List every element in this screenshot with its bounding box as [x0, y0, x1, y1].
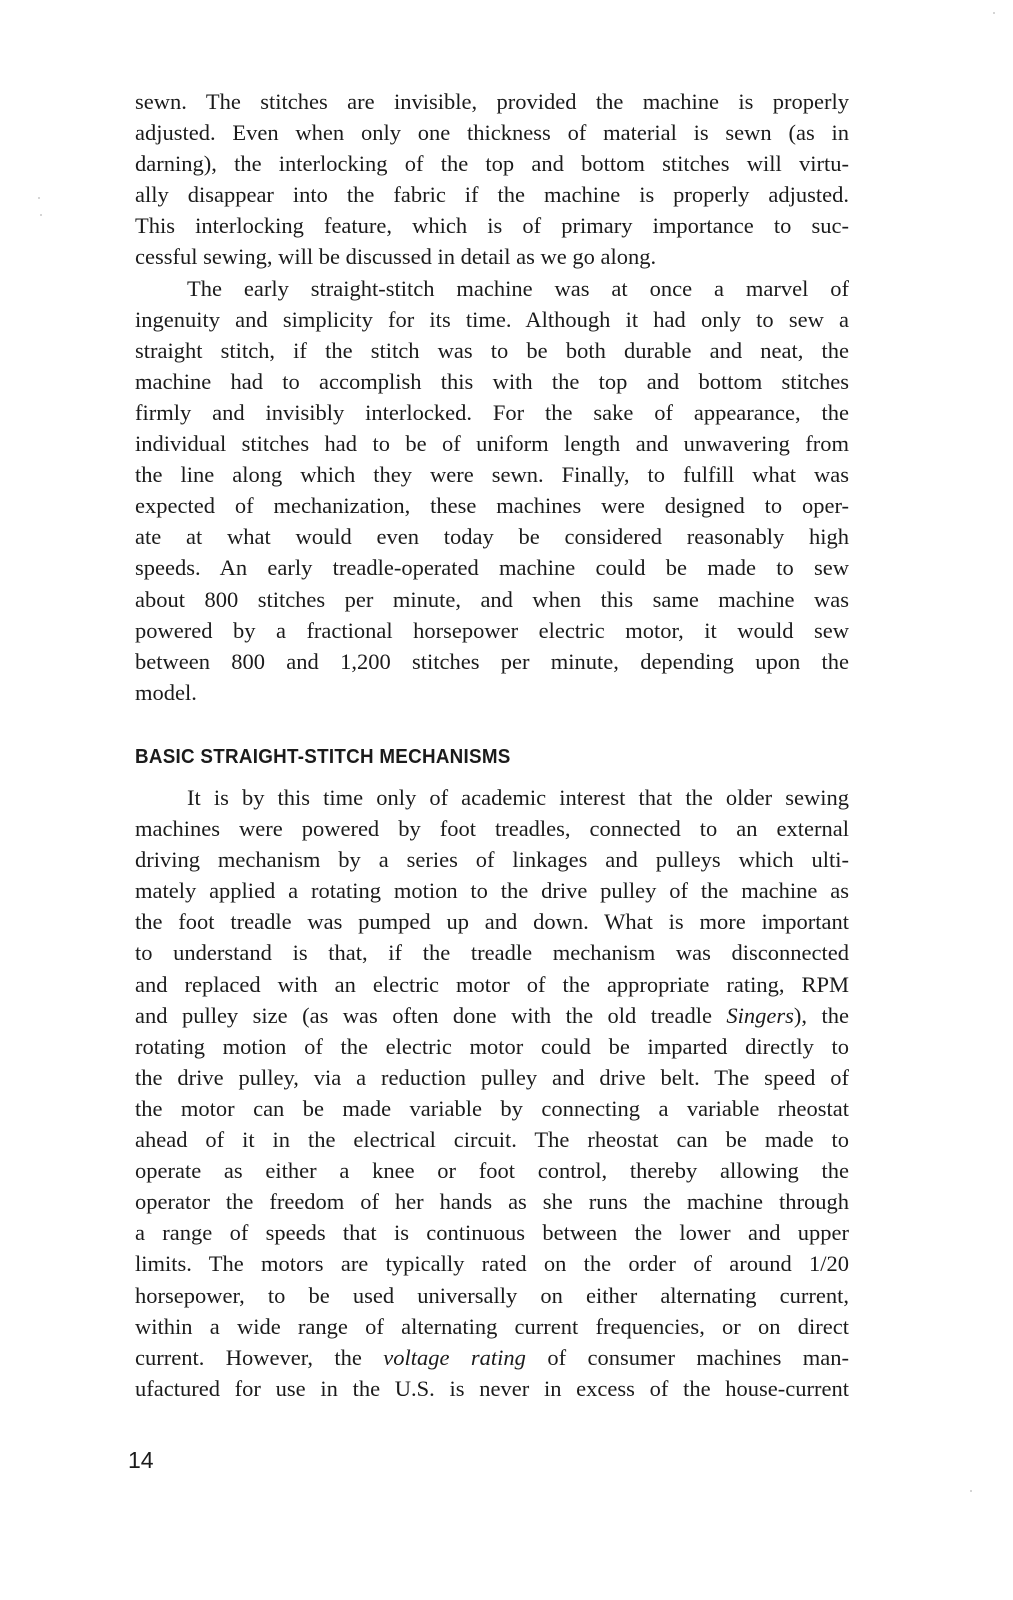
text-line: within a wide range of alternating current frequencies, or on direct [135, 1313, 849, 1339]
text-line: between 800 and 1,200 stitches per minute, depending upon the [135, 648, 849, 674]
text-line: the foot treadle was pumped up and down. What is more important [135, 909, 849, 935]
paragraph-main [135, 782, 849, 1404]
text-line: ate at what would even today be considered reasonably high [135, 524, 849, 550]
text-line: the motor can be made variable by connecting a variable rheostat [135, 1095, 849, 1121]
text-line [135, 1000, 849, 1031]
text-line: firmly and invisibly interlocked. For the sake of appearance, the [135, 399, 849, 425]
text-run: of consumer machines man- [525, 1344, 850, 1370]
text-run: ), the [793, 1002, 849, 1028]
text-line: driving mechanism by a series of linkages and pulleys which ulti- [135, 847, 849, 873]
paragraph-continued [135, 86, 849, 708]
text-run: current. However, the [135, 1344, 384, 1370]
text-run: and pulley size (as was often done with the old treadle [135, 1002, 727, 1028]
text-line: individual stitches had to be of uniform length and unwavering from [135, 431, 849, 457]
text-line: darning), the interlocking of the top and bottom stitches will virtu- [135, 151, 849, 177]
text-line: adjusted. Even when only one thickness of material is sewn (as in [135, 120, 849, 146]
text-line: the drive pulley, via a reduction pulley and drive belt. The speed of [135, 1064, 849, 1090]
text-line: about 800 stitches per minute, and when this same machine was [135, 586, 849, 612]
paper-speck [993, 12, 995, 14]
paper-speck [38, 197, 40, 199]
text-line: machine had to accomplish this with the top and bottom stitches [135, 368, 849, 394]
text-line: rotating motion of the electric motor could be imparted directly to [135, 1033, 849, 1059]
text-line: mately applied a rotating motion to the drive pulley of the machine as [135, 878, 849, 904]
text-line: ingenuity and simplicity for its time. Although it had only to sew a [135, 306, 849, 332]
text-line: a range of speeds that is continuous between the lower and upper [135, 1220, 849, 1246]
text-line: sewn. The stitches are invisible, provided the machine is properly [135, 89, 849, 114]
text-line: the line along which they were sewn. Finally, to fulfill what was [135, 462, 849, 488]
text-line: straight stitch, if the stitch was to be both durable and neat, the [135, 337, 849, 363]
text-line: model. [135, 679, 197, 705]
text-line: operator the freedom of her hands as she runs the machine through [135, 1189, 849, 1215]
text-line: It is by this time only of academic interest that the older sewing [187, 785, 849, 810]
italic-text: Singers [726, 1002, 794, 1028]
text-line: The early straight-stitch machine was at once a marvel of [187, 275, 849, 301]
text-line: to understand is that, if the treadle mechanism was disconnected [135, 940, 849, 966]
italic-text: voltage rating [383, 1344, 526, 1370]
text-line: powered by a fractional horsepower electric motor, it would sew [135, 617, 849, 643]
text-line: operate as either a knee or foot control, thereby allowing the [135, 1158, 849, 1184]
text-line: and replaced with an electric motor of the appropriate rating, RPM [135, 971, 849, 997]
text-line: cessful sewing, will be discussed in detail as we go along. [135, 244, 657, 270]
text-line: speeds. An early treadle-operated machine could be made to sew [135, 555, 849, 581]
text-line: machines were powered by foot treadles, connected to an external [135, 816, 849, 842]
section-heading: BASIC STRAIGHT-STITCH MECHANISMS [135, 746, 511, 768]
paper-speck [970, 1490, 972, 1492]
text-line [135, 1342, 849, 1373]
text-line: This interlocking feature, which is of primary importance to suc- [135, 213, 849, 239]
page-number: 14 [128, 1447, 154, 1473]
text-line: ally disappear into the fabric if the machine is properly adjusted. [135, 182, 849, 208]
text-line: ahead of it in the electrical circuit. The rheostat can be made to [135, 1127, 849, 1153]
text-line: horsepower, to be used universally on either alternating current, [135, 1282, 849, 1308]
text-line: ufactured for use in the U.S. is never in excess of the house-current [135, 1375, 849, 1401]
text-line: expected of mechanization, these machines were designed to oper- [135, 493, 849, 519]
paper-speck [40, 214, 42, 216]
text-line: limits. The motors are typically rated on the order of around 1/20 [135, 1251, 849, 1277]
